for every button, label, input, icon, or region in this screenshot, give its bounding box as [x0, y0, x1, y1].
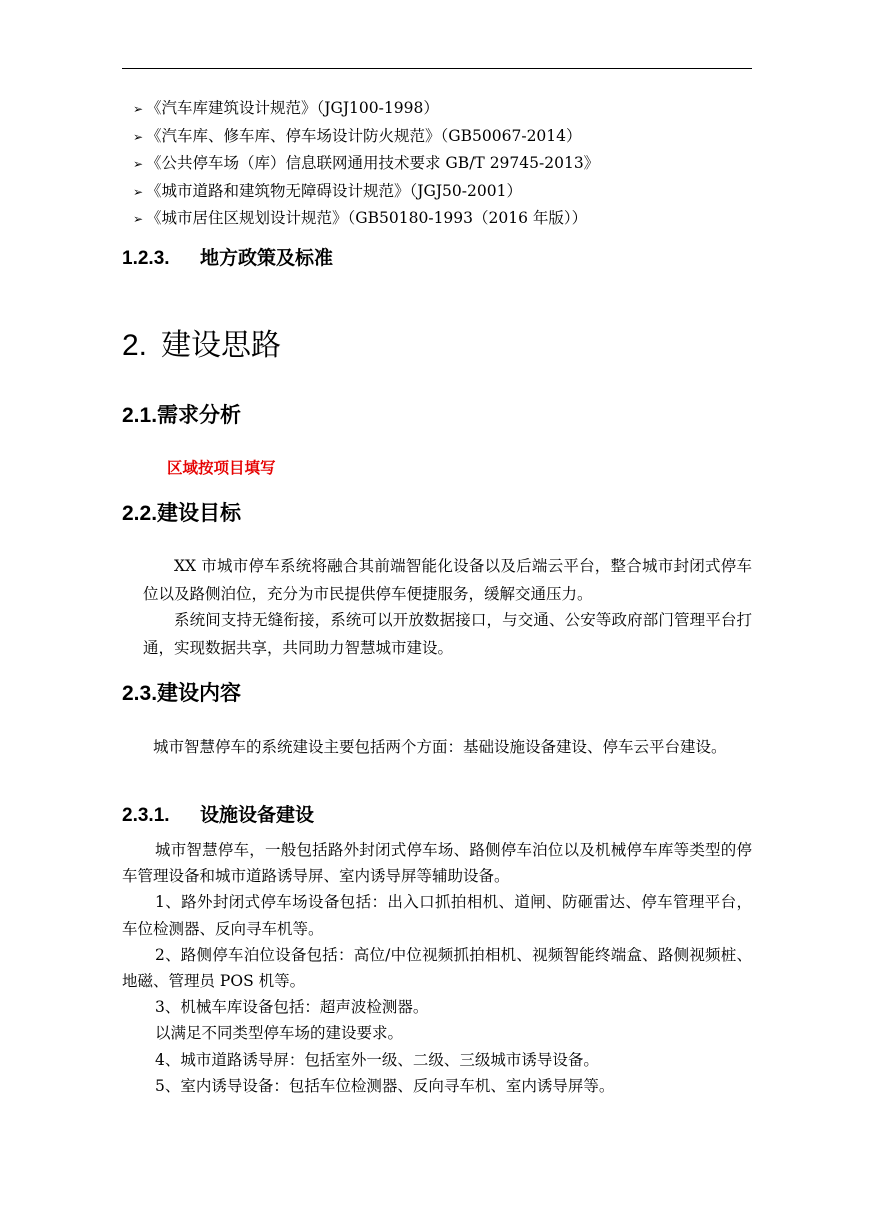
paragraph: 以满足不同类型停车场的建设要求。 [155, 1024, 404, 1043]
heading-2-3-1: 2.3.1. 设施设备建设 [122, 805, 315, 826]
arrow-bullet-icon: ➢ [133, 184, 144, 199]
list-item: ➢ 《汽车库建筑设计规范》（JGJ100-1998） [133, 95, 773, 123]
heading-1-2-3: 1.2.3. 地方政策及标准 [122, 248, 334, 269]
standards-list [133, 95, 773, 233]
heading-2-2: 2.2.建设目标 [122, 502, 242, 525]
arrow-bullet-icon: ➢ [133, 102, 144, 116]
paragraph: 1、路外封闭式停车场设备包括：出入口抓拍相机、道闸、防砸雷达、停车管理平台，车位检测器、反向寻车机等。 [122, 893, 752, 938]
arrow-bullet-icon: ➢ [133, 212, 144, 227]
paragraph: 城市智慧停车的系统建设主要包括两个方面：基础设施设备建设、停车云平台建设。 [153, 738, 727, 756]
list-item: ➢ 《汽车库、修车库、停车场设计防火规范》（GB50067-2014） [133, 123, 773, 151]
paragraph: 2、路侧停车泊位设备包括：高位/中位视频抓拍相机、视频智能终端盒、路侧视频桩、地磁、管理员 POS 机等。 [122, 945, 752, 991]
paragraph: 3、机械车库设备包括：超声波检测器。 [155, 998, 429, 1017]
placeholder-note: 区域按项目填写 [167, 459, 276, 477]
list-item: ➢ 《城市居住区规划设计规范》（GB50180-1993（2016 年版）） [133, 205, 773, 233]
arrow-bullet-icon: ➢ [133, 129, 144, 144]
heading-2-3: 2.3.建设内容 [122, 682, 242, 705]
paragraph: 系统间支持无缝衔接，系统可以开放数据接口，与交通、公安等政府部门管理平台打通，实现数据共享，共同助力智慧城市建设。 [143, 611, 752, 657]
list-item: ➢ 《公共停车场（库）信息联网通用技术要求 GB/T 29745-2013》 [133, 150, 773, 178]
equipment-list [122, 837, 752, 1099]
arrow-bullet-icon: ➢ [133, 157, 144, 172]
header-rule [122, 68, 752, 69]
paragraph: XX 市城市停车系统将融合其前端智能化设备以及后端云平台，整合城市封闭式停车位以及路侧泊位，充分为市民提供停车便捷服务，缓解交通压力。 [143, 557, 752, 603]
heading-2: 2. 建设思路 [122, 329, 282, 362]
heading-2-1: 2.1.需求分析 [122, 404, 242, 427]
list-item: ➢ 《城市道路和建筑物无障碍设计规范》（JGJ50-2001） [133, 178, 773, 206]
paragraph: 4、城市道路诱导屏：包括室外一级、二级、三级城市诱导设备。 [155, 1050, 599, 1069]
paragraph: 城市智慧停车，一般包括路外封闭式停车场、路侧停车泊位以及机械停车库等类型的停车管理设备和城市道路诱导屏、室内诱导屏等辅助设备。 [122, 841, 752, 886]
paragraph: 5、室内诱导设备：包括车位检测器、反向寻车机、室内诱导屏等。 [155, 1076, 615, 1095]
